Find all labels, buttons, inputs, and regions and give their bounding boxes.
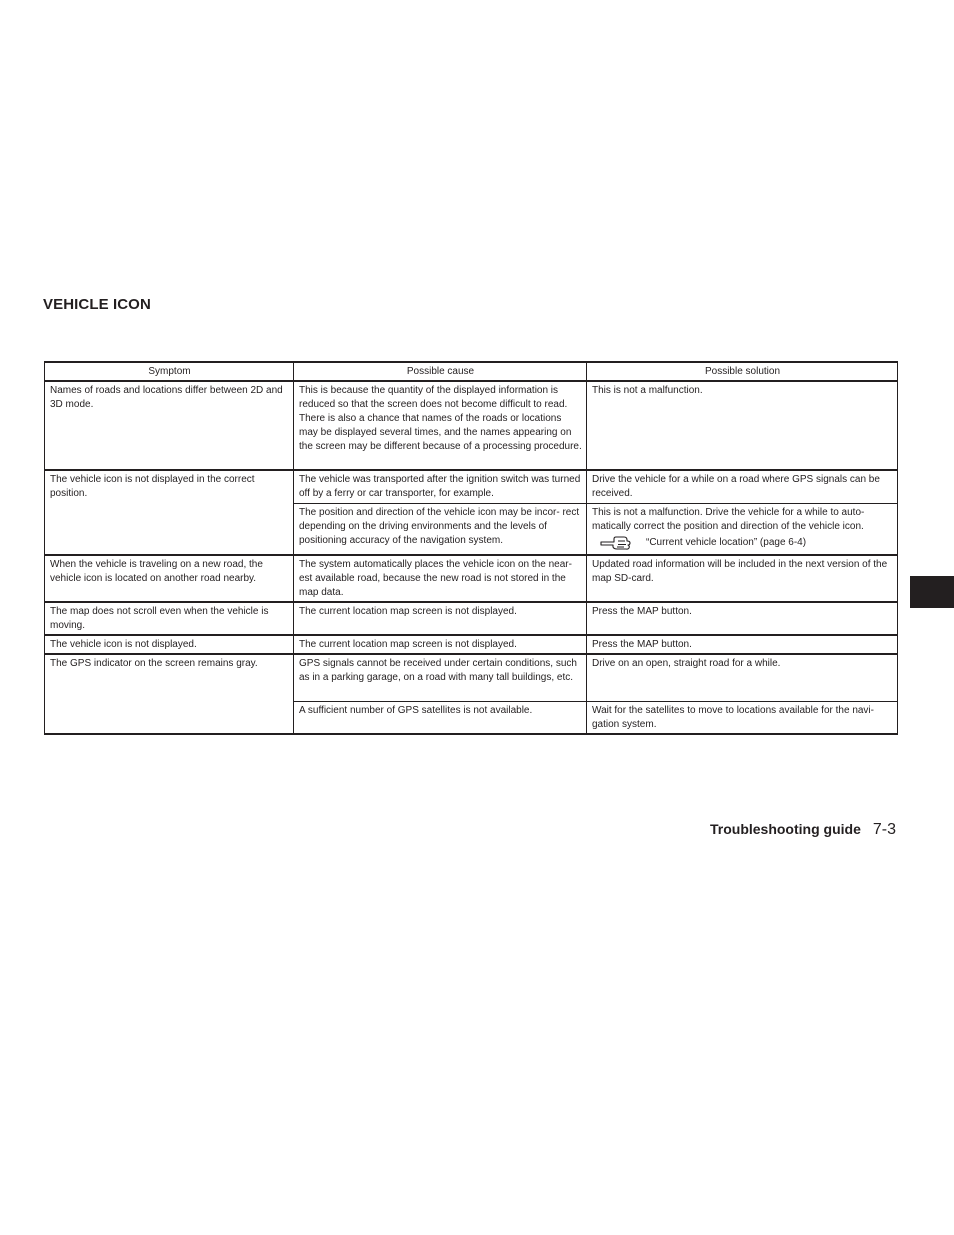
symptom-cell: When the vehicle is traveling on a new road, the vehicle icon is located on another road nearby.	[45, 555, 294, 602]
solution-cell: Press the MAP button.	[587, 602, 898, 635]
header-symptom: Symptom	[45, 362, 294, 381]
cause-cell: The current location map screen is not displayed.	[294, 635, 587, 654]
cause-cell: GPS signals cannot be received under certain conditions, such as in a parking garage, on a road with many tall buildings, etc.	[294, 654, 587, 701]
symptom-cell: The vehicle icon is not displayed in the correct position.	[45, 470, 294, 555]
cause-cell: A sufficient number of GPS satellites is not available.	[294, 701, 587, 734]
symptom-cell: The GPS indicator on the screen remains gray.	[45, 654, 294, 734]
header-possible-cause: Possible cause	[294, 362, 587, 381]
symptom-cell: Names of roads and locations differ between 2D and 3D mode.	[45, 381, 294, 470]
solution-cell: Press the MAP button.	[587, 635, 898, 654]
chapter-thumb-tab	[910, 576, 954, 608]
solution-cell: Drive on an open, straight road for a while.	[587, 654, 898, 701]
solution-cell: Updated road information will be included in the next version of the map SD-card.	[587, 555, 898, 602]
solution-cell: Drive the vehicle for a while on a road where GPS signals can be received.	[587, 470, 898, 503]
page-number: 7-3	[872, 821, 896, 838]
solution-text: This is not a malfunction. Drive the vehicle for a while to auto- matically correct the position and direction of the vehicle icon.	[592, 506, 865, 532]
symptom-cell: The map does not scroll even when the vehicle is moving.	[45, 602, 294, 635]
cause-cell: The system automatically places the vehicle icon on the near- est available road, because the new road is not stored in the map data.	[294, 555, 587, 602]
reference-text: “Current vehicle location” (page 6-4)	[646, 536, 807, 548]
table-row	[45, 654, 898, 701]
cause-cell: The position and direction of the vehicle icon may be incor- rect depending on the driving environments and the levels of positioning accuracy of the navigation system.	[294, 503, 587, 555]
table-row	[45, 602, 898, 635]
table-header-row	[45, 362, 898, 381]
reference-line	[592, 535, 893, 551]
header-possible-solution: Possible solution	[587, 362, 898, 381]
solution-cell	[587, 503, 898, 555]
solution-cell: This is not a malfunction.	[587, 381, 898, 470]
cause-cell: The vehicle was transported after the ignition switch was turned off by a ferry or car transporter, for example.	[294, 470, 587, 503]
pointing-hand-icon	[600, 535, 634, 551]
table-row	[45, 381, 898, 470]
table-row	[45, 470, 898, 503]
symptom-cell: The vehicle icon is not displayed.	[45, 635, 294, 654]
section-title: VEHICLE ICON	[43, 296, 151, 313]
table-row	[45, 555, 898, 602]
page-footer	[710, 821, 896, 839]
troubleshooting-table	[44, 361, 898, 735]
cause-cell: The current location map screen is not displayed.	[294, 602, 587, 635]
solution-cell: Wait for the satellites to move to locations available for the navi- gation system.	[587, 701, 898, 734]
cause-cell: This is because the quantity of the displayed information is reduced so that the screen does not become difficult to read. There is also a chance that names of the roads or locations may be displayed several times, and the names appearing on the screen may be different because of a processing procedure.	[294, 381, 587, 470]
footer-section-name: Troubleshooting guide	[709, 821, 861, 837]
table-row	[45, 635, 898, 654]
